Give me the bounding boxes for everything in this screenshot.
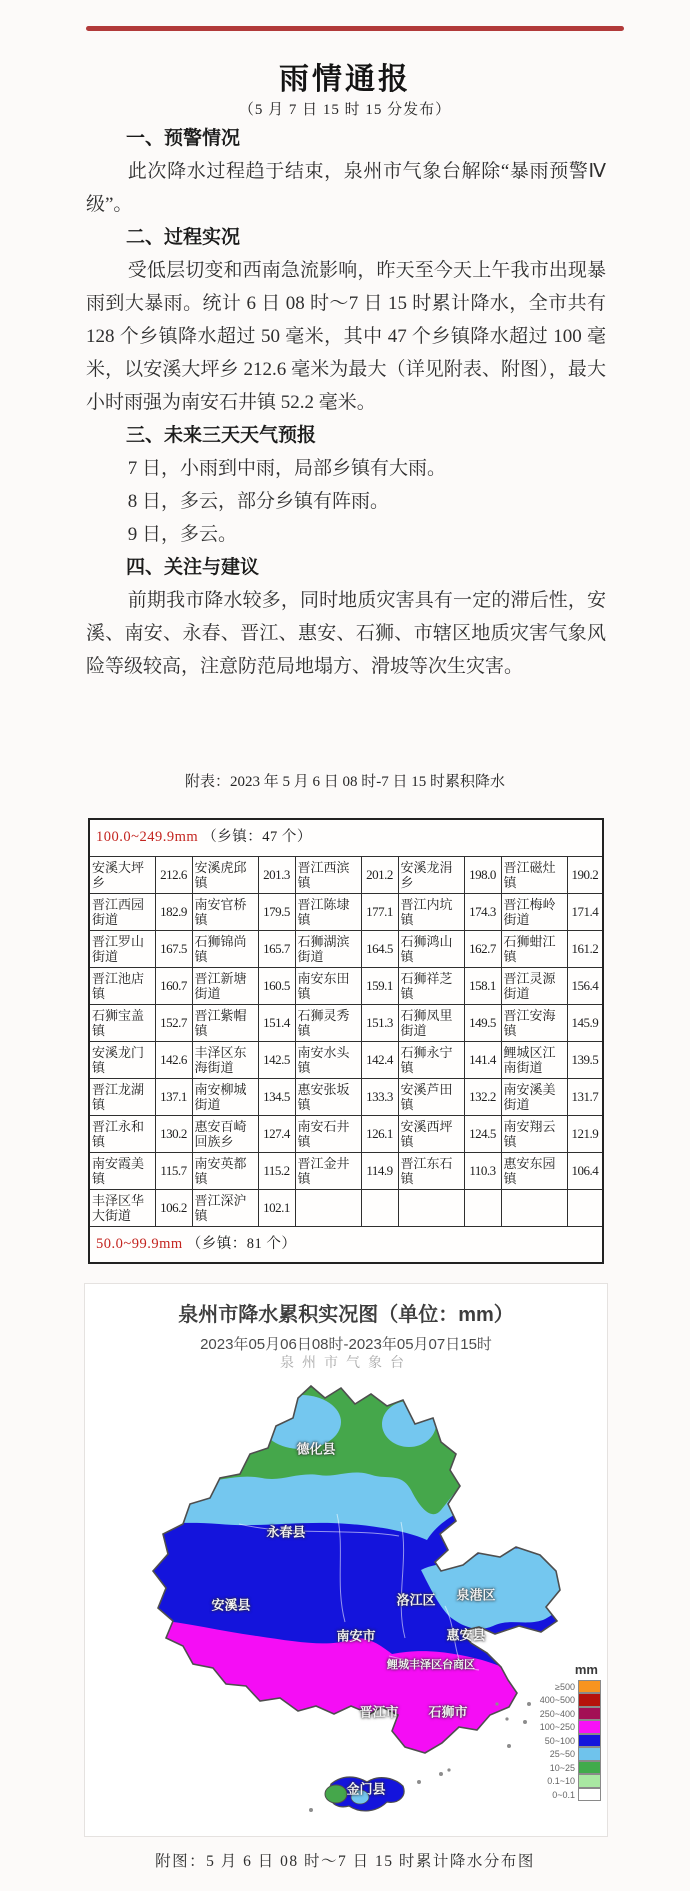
legend-row: [540, 1721, 601, 1735]
town-name-cell: 晋江永和镇: [89, 1115, 155, 1152]
paragraph: 8 日，多云，部分乡镇有阵雨。: [127, 491, 390, 512]
legend-label: 0~0.1: [552, 1789, 575, 1800]
town-name-cell: 惠安百崎回族乡: [192, 1115, 258, 1152]
rainfall-value-cell: 151.4: [258, 1004, 295, 1041]
band1-count: （乡镇：47 个）: [202, 829, 312, 846]
town-name-cell: 惠安东园镇: [501, 1152, 567, 1189]
legend-row: [540, 1680, 601, 1694]
rainfall-value-cell: 179.5: [258, 893, 295, 930]
town-name-cell: 石狮永宁镇: [398, 1041, 464, 1078]
rainfall-value-cell: 141.4: [464, 1041, 501, 1078]
legend-swatch: [578, 1720, 601, 1734]
rainfall-value-cell: 132.2: [464, 1078, 501, 1115]
rainfall-value-cell: 121.9: [567, 1115, 603, 1152]
rainfall-value-cell: 149.5: [464, 1004, 501, 1041]
town-name-cell: 南安官桥镇: [192, 893, 258, 930]
band-header-cell: [89, 819, 603, 856]
town-name-cell: 晋江安海镇: [501, 1004, 567, 1041]
rainfall-map-graphic: [89, 1374, 599, 1832]
town-name-cell: 石狮凤里街道: [398, 1004, 464, 1041]
legend-swatch: [578, 1761, 601, 1775]
town-name-cell: 晋江灵源街道: [501, 967, 567, 1004]
rainfall-value-cell: 164.5: [361, 930, 398, 967]
town-name-cell: 安溪大坪乡: [89, 856, 155, 893]
map-label-region: 德化县: [296, 1441, 336, 1457]
town-name-cell: 晋江西园街道: [89, 893, 155, 930]
map-label-region: 晋江市: [359, 1704, 399, 1720]
town-name-cell: 石狮湖滨街道: [295, 930, 361, 967]
town-name-cell: 石狮灵秀镇: [295, 1004, 361, 1041]
legend-row: [540, 1748, 601, 1762]
town-name-cell: [295, 1189, 361, 1226]
map-label-region: 泉港区: [456, 1587, 496, 1603]
town-name-cell: [501, 1189, 567, 1226]
legend-swatch: [578, 1693, 601, 1707]
section-heading-warning: 一、预警情况: [126, 128, 241, 149]
town-name-cell: 安溪芦田镇: [398, 1078, 464, 1115]
legend-label: 25~50: [549, 1749, 575, 1760]
map-label-region: 南安市: [336, 1628, 376, 1644]
table-band-footer: [89, 1226, 603, 1263]
town-name-cell: 石狮祥芝镇: [398, 967, 464, 1004]
town-name-cell: 南安石井镇: [295, 1115, 361, 1152]
rainfall-value-cell: 212.6: [155, 856, 192, 893]
rainfall-value-cell: 142.6: [155, 1041, 192, 1078]
map-label-region: 鲤城丰泽区台商区: [387, 1659, 475, 1671]
rainfall-value-cell: 142.5: [258, 1041, 295, 1078]
rainfall-value-cell: 182.9: [155, 893, 192, 930]
rainfall-value-cell: 167.5: [155, 930, 192, 967]
town-name-cell: 晋江新塘街道: [192, 967, 258, 1004]
town-name-cell: 晋江池店镇: [89, 967, 155, 1004]
rainfall-value-cell: 134.5: [258, 1078, 295, 1115]
rainfall-value-cell: 159.1: [361, 967, 398, 1004]
legend-label: 250~400: [539, 1708, 575, 1719]
rainfall-value-cell: 156.4: [567, 967, 603, 1004]
legend-unit: mm: [574, 1662, 598, 1677]
town-name-cell: 石狮蚶江镇: [501, 930, 567, 967]
paragraph: 受低层切变和西南急流影响，昨天至今天上午我市出现暴雨到大暴雨。统计 6 日 08 时～7 日 15 时累计降水，全市共有 128 个乡镇降水超过 50 毫米，其中 47 个乡镇降水超过 100 毫米，以安溪大坪乡 212.6 毫米为最大（详见附表、附图），最大小时雨强为南安石井镇 52.2 毫米。: [86, 260, 606, 413]
town-name-cell: 晋江磁灶镇: [501, 856, 567, 893]
legend-label: 50~100: [544, 1735, 575, 1746]
rainfall-value-cell: 145.9: [567, 1004, 603, 1041]
town-name-cell: 南安霞美镇: [89, 1152, 155, 1189]
rainfall-value-cell: 160.5: [258, 967, 295, 1004]
paragraph: 前期我市降水较多，同时地质灾害具有一定的滞后性，安溪、南安、永春、晋江、惠安、石狮、市辖区地质灾害气象风险等级较高，注意防范局地塌方、滑坡等次生灾害。: [86, 590, 606, 677]
map-watermark: 泉州市气象台: [280, 1356, 412, 1371]
rainfall-value-cell: 133.3: [361, 1078, 398, 1115]
map-legend: [540, 1662, 601, 1802]
rainfall-value-cell: 124.5: [464, 1115, 501, 1152]
rainfall-value-cell: [361, 1189, 398, 1226]
legend-row: [540, 1734, 601, 1748]
town-name-cell: 南安水头镇: [295, 1041, 361, 1078]
rainfall-value-cell: 114.9: [361, 1152, 398, 1189]
table-row: [89, 1078, 603, 1115]
page-title: 雨情通报: [279, 63, 411, 96]
table-row: [89, 1004, 603, 1041]
rainfall-value-cell: 139.5: [567, 1041, 603, 1078]
paragraph: 9 日，多云。: [127, 524, 238, 545]
paragraph: 7 日，小雨到中雨，局部乡镇有大雨。: [127, 458, 447, 479]
rainfall-value-cell: 142.4: [361, 1041, 398, 1078]
rainfall-value-cell: 137.1: [155, 1078, 192, 1115]
town-name-cell: 晋江内坑镇: [398, 893, 464, 930]
legend-swatch: [578, 1774, 601, 1788]
town-name-cell: 南安英都镇: [192, 1152, 258, 1189]
legend-label: 0.1~10: [547, 1776, 575, 1787]
town-name-cell: 晋江梅岭街道: [501, 893, 567, 930]
rainfall-value-cell: 171.4: [567, 893, 603, 930]
town-name-cell: 安溪西坪镇: [398, 1115, 464, 1152]
legend-swatch: [578, 1747, 601, 1761]
legend-row: [540, 1707, 601, 1721]
town-name-cell: 晋江龙湖镇: [89, 1078, 155, 1115]
section-heading-process: 二、过程实况: [126, 227, 241, 248]
rainfall-value-cell: 106.2: [155, 1189, 192, 1226]
legend-swatch: [578, 1788, 601, 1802]
table-caption: 附表：2023 年 5 月 6 日 08 时-7 日 15 时累积降水: [185, 774, 505, 790]
town-name-cell: 安溪虎邱镇: [192, 856, 258, 893]
town-name-cell: 晋江深沪镇: [192, 1189, 258, 1226]
town-name-cell: 晋江罗山街道: [89, 930, 155, 967]
rainfall-value-cell: 161.2: [567, 930, 603, 967]
rainfall-value-cell: 110.3: [464, 1152, 501, 1189]
rainfall-value-cell: 106.4: [567, 1152, 603, 1189]
legend-row: [540, 1788, 601, 1802]
town-name-cell: 晋江西滨镇: [295, 856, 361, 893]
publish-time: （5 月 7 日 15 时 15 分发布）: [238, 102, 452, 118]
town-name-cell: 石狮鸿山镇: [398, 930, 464, 967]
top-divider-bar: [86, 26, 624, 31]
town-name-cell: 鲤城区江南街道: [501, 1041, 567, 1078]
rainfall-value-cell: 160.7: [155, 967, 192, 1004]
town-name-cell: 石狮锦尚镇: [192, 930, 258, 967]
table-row: [89, 856, 603, 893]
rainfall-value-cell: 130.2: [155, 1115, 192, 1152]
rainfall-value-cell: 162.7: [464, 930, 501, 967]
rainfall-map-card: [84, 1283, 608, 1837]
map-subtitle: 2023年05月06日08时-2023年05月07日15时: [200, 1336, 492, 1353]
map-label-region: 洛江区: [396, 1592, 436, 1608]
band2-range: 50.0~99.9mm: [96, 1235, 183, 1252]
rainfall-value-cell: 174.3: [464, 893, 501, 930]
rainfall-value-cell: 127.4: [258, 1115, 295, 1152]
paragraph: 此次降水过程趋于结束，泉州市气象台解除“暴雨预警Ⅳ级”。: [86, 161, 606, 215]
rainfall-value-cell: 177.1: [361, 893, 398, 930]
town-name-cell: 丰泽区东海街道: [192, 1041, 258, 1078]
rainfall-value-cell: 198.0: [464, 856, 501, 893]
legend-swatch: [578, 1680, 601, 1694]
rainfall-value-cell: 131.7: [567, 1078, 603, 1115]
table-band-header: [89, 819, 603, 856]
legend-row: [540, 1694, 601, 1708]
town-name-cell: 晋江陈埭镇: [295, 893, 361, 930]
town-name-cell: 南安翔云镇: [501, 1115, 567, 1152]
band1-range: 100.0~249.9mm: [96, 829, 199, 846]
rainfall-value-cell: [567, 1189, 603, 1226]
town-name-cell: 安溪龙涓乡: [398, 856, 464, 893]
table-row: [89, 967, 603, 1004]
section-heading-advice: 四、关注与建议: [126, 557, 260, 578]
town-name-cell: 晋江东石镇: [398, 1152, 464, 1189]
town-name-cell: 石狮宝盖镇: [89, 1004, 155, 1041]
town-name-cell: 南安溪美街道: [501, 1078, 567, 1115]
legend-label: ≥500: [555, 1681, 575, 1692]
town-name-cell: 晋江紫帽镇: [192, 1004, 258, 1041]
town-name-cell: 南安东田镇: [295, 967, 361, 1004]
table-row: [89, 893, 603, 930]
band2-count: （乡镇：81 个）: [186, 1235, 297, 1252]
legend-label: 400~500: [539, 1695, 575, 1706]
report-body: [86, 122, 606, 683]
table-row: [89, 930, 603, 967]
legend-row: [540, 1761, 601, 1775]
rainfall-table: [88, 818, 604, 1264]
town-name-cell: 南安柳城街道: [192, 1078, 258, 1115]
rainfall-value-cell: 152.7: [155, 1004, 192, 1041]
rainfall-value-cell: 102.1: [258, 1189, 295, 1226]
band-footer-cell: [89, 1226, 603, 1263]
rainfall-value-cell: 126.1: [361, 1115, 398, 1152]
rainfall-value-cell: [464, 1189, 501, 1226]
map-title: 泉州市降水累积实况图（单位：mm）: [178, 1304, 514, 1326]
map-label-region: 石狮市: [428, 1704, 468, 1720]
legend-row: [540, 1775, 601, 1789]
rainfall-value-cell: 201.2: [361, 856, 398, 893]
legend-label: 10~25: [549, 1762, 575, 1773]
rainfall-value-cell: 158.1: [464, 967, 501, 1004]
rainfall-value-cell: 165.7: [258, 930, 295, 967]
town-name-cell: 安溪龙门镇: [89, 1041, 155, 1078]
legend-swatch: [578, 1734, 601, 1748]
legend-swatch: [578, 1707, 601, 1721]
table-row: [89, 1041, 603, 1078]
rainfall-value-cell: 190.2: [567, 856, 603, 893]
legend-label: 100~250: [539, 1722, 575, 1733]
rainfall-value-cell: 201.3: [258, 856, 295, 893]
town-name-cell: [398, 1189, 464, 1226]
rainfall-value-cell: 151.3: [361, 1004, 398, 1041]
map-label-region: 金门县: [346, 1781, 386, 1797]
map-label-region: 安溪县: [211, 1597, 251, 1613]
table-row: [89, 1152, 603, 1189]
town-name-cell: 惠安张坂镇: [295, 1078, 361, 1115]
rainfall-value-cell: 115.7: [155, 1152, 192, 1189]
section-heading-forecast: 三、未来三天天气预报: [126, 425, 317, 446]
table-row: [89, 1115, 603, 1152]
town-name-cell: 晋江金井镇: [295, 1152, 361, 1189]
table-row: [89, 1189, 603, 1226]
map-label-region: 惠安县: [446, 1627, 486, 1643]
map-label-region: 永春县: [266, 1524, 306, 1540]
figure-caption: 附图：5 月 6 日 08 时～7 日 15 时累计降水分布图: [155, 1853, 535, 1870]
town-name-cell: 丰泽区华大街道: [89, 1189, 155, 1226]
rainfall-value-cell: 115.2: [258, 1152, 295, 1189]
